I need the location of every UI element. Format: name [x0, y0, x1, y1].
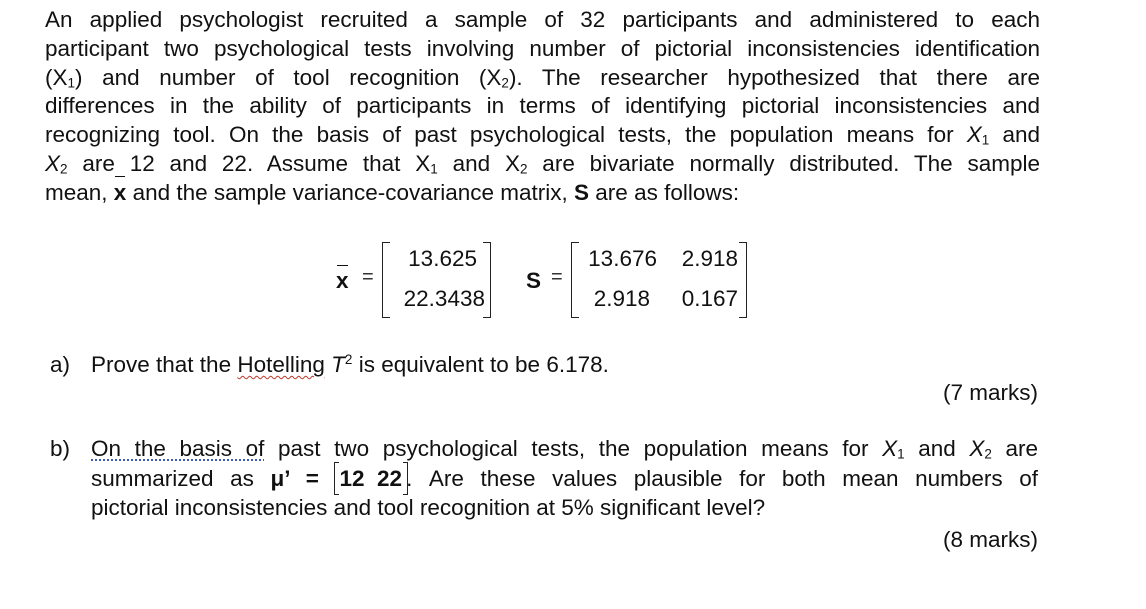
question-b-text [91, 434, 1038, 523]
intro-line-4: differences in the ability of participants in terms of identifying pictorial inconsistencies and [45, 93, 1040, 119]
s-cell-12: 2.918 [681, 246, 738, 271]
s-symbol: S [574, 179, 590, 205]
s-equals: = [551, 266, 563, 288]
xbar-symbol: x [114, 179, 127, 208]
question-b-line-3: pictorial inconsistencies and tool recognition at 5% significant level? [91, 495, 766, 520]
question-b-line-2: summarized as μ’ = 12 22 . Are these values plausible for both mean numbers of [91, 464, 1038, 494]
grammar-flagged-phrase: On the basis of [91, 436, 265, 461]
xbar-matrix-label: x [336, 268, 349, 293]
mu-row-vector: 12 22 [336, 464, 407, 494]
intro-line-1: An applied psychologist recruited a sample of 32 participants and administered to each [45, 7, 1040, 32]
intro-line-3: $(X_1)$ and number of tool recognition $(X_2)$. The researcher hypothesized that there are [45, 64, 1040, 91]
question-a-label: a) [50, 352, 71, 377]
s-matrix-label: S [526, 268, 542, 293]
question-b-marks: (8 marks) [943, 527, 1038, 552]
mu-prime-symbol: μ’ = [270, 465, 319, 491]
s-cell-22: 0.167 [681, 286, 738, 311]
question-b [50, 434, 1040, 534]
question-a-marks: (7 marks) [943, 380, 1038, 405]
intro-line-5: recognizing tool. On the basis of past psychological tests, the population means for $X_1$ and [45, 122, 1040, 148]
xbar-value-1: 13.625 [408, 246, 477, 271]
xbar-right-bracket [483, 242, 491, 318]
intro-line-2: participant two psychological tests involving number of pictorial inconsistencies identification [45, 35, 1040, 61]
spellcheck-flagged-word: Hotelling [237, 352, 325, 377]
intro-line-6: $X_2$ are 12 and 22. Assume that $X_1$ and $X_2$ are bivariate normally distributed. The sample [45, 150, 1040, 177]
s-cell-21: 2.918 [593, 286, 650, 311]
xbar-equals: = [362, 266, 374, 288]
s-right-bracket [739, 242, 747, 318]
xbar-value-2: 22.3438 [403, 286, 485, 311]
question-b-line-1: On the basis of past two psychological tests, the population means for $X_1$ and $X_2$ are [91, 436, 1039, 462]
question-a-text: Prove that the Hotelling $T^2$ is equivalent to be 6.178. [91, 351, 609, 377]
matrices [0, 240, 1146, 320]
s-cell-11: 13.676 [588, 246, 657, 271]
intro-line-7: mean, x and the sample variance-covariance matrix, S are as follows: [45, 179, 1040, 208]
question-b-label: b) [50, 436, 71, 461]
problem-intro [45, 6, 1040, 208]
